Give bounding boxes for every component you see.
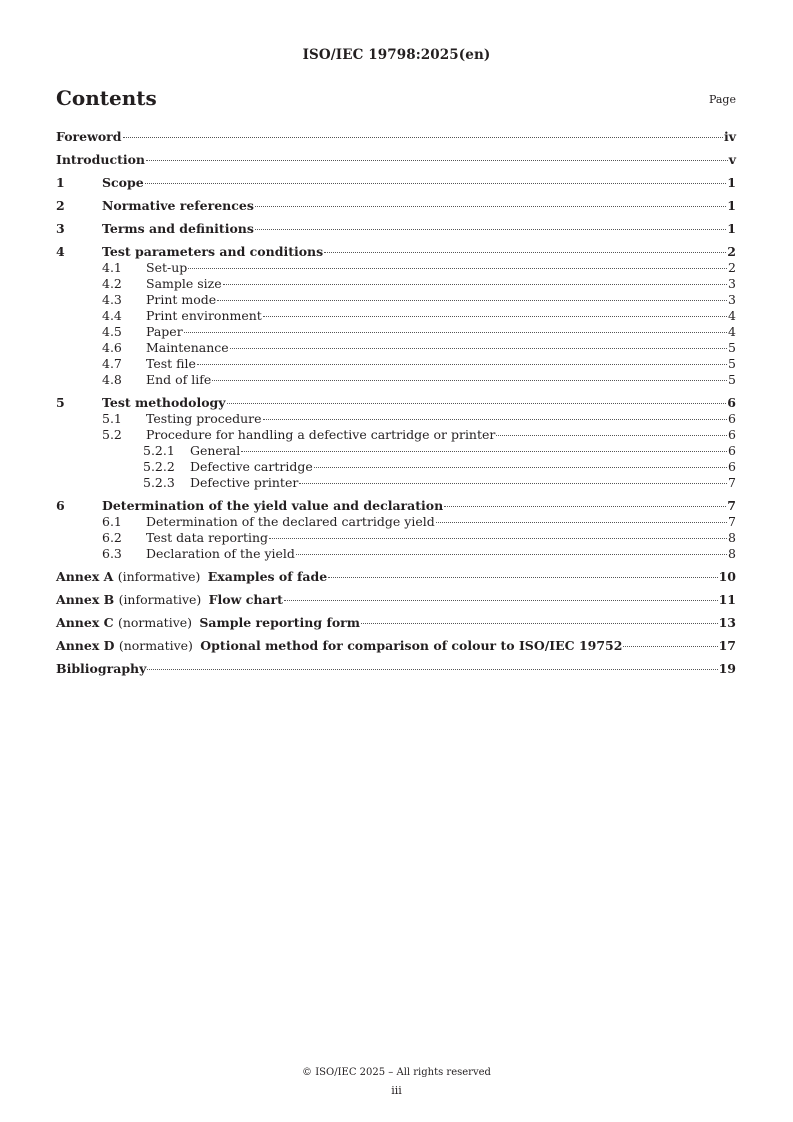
dot-leader [188,268,727,269]
toc-entry-page: 6 [728,443,736,458]
toc-entry-page: 8 [728,530,736,545]
dot-leader [197,364,727,365]
toc-entry-page: 17 [718,638,736,653]
annex-label: Annex D [56,638,115,653]
toc-entry-page: 3 [728,276,736,291]
toc-entry-title: Testing procedure [146,411,262,426]
toc-entry-title: Terms and definitions [102,221,254,236]
toc-entry[interactable] [56,221,736,237]
toc-entry-number: 4 [56,244,65,259]
toc-entry-page: 1 [727,221,736,236]
toc-entry-number: 5.2.2 [143,459,175,474]
toc-entry-page: 5 [728,372,736,387]
toc-entry[interactable] [56,475,736,491]
toc-entry[interactable] [56,198,736,214]
annex-type: (informative) [117,569,201,584]
toc-entry-title [56,569,327,585]
annex-title: Optional method for comparison of colour to ISO/IEC 19752 [200,638,623,653]
toc-entry-title: Test data reporting [146,530,269,545]
annex-label: Annex B [56,592,115,607]
toc-entry-title: General [190,443,241,458]
toc-entry-page: 5 [728,356,736,371]
toc-entry-title: Declaration of the yield [146,546,295,561]
toc-entry[interactable] [56,530,736,546]
toc-entry-page: 10 [718,569,736,584]
dot-leader [328,577,717,578]
toc-entry-page: 6 [728,411,736,426]
toc-entry-title: Bibliography [56,661,147,676]
toc-entry-page: 6 [727,395,736,410]
toc-entry[interactable] [56,411,736,427]
toc-entry-annex[interactable] [56,592,736,608]
dot-leader [299,483,727,484]
toc-entry-title: Foreword [56,129,122,144]
toc-entry-page: 2 [728,260,736,275]
toc-entry-number: 4.8 [102,372,122,387]
toc-entry[interactable] [56,427,736,443]
toc-entry-title: Maintenance [146,340,229,355]
toc-entry-title: Sample size [146,276,222,291]
toc-entry-number: 6.1 [102,514,122,529]
toc-entry-page: 6 [728,427,736,442]
toc-entry-number: 4.5 [102,324,122,339]
toc-entry-annex[interactable] [56,569,736,585]
toc-entry-page: 4 [728,308,736,323]
toc-entry-title: Introduction [56,152,146,167]
dot-leader [227,403,727,404]
toc-entry-page: 6 [728,459,736,474]
toc-entry-number: 6.3 [102,546,122,561]
toc-entry-page: 1 [727,198,736,213]
annex-title: Flow chart [208,592,283,607]
toc-entry[interactable] [56,514,736,530]
toc-entry-page: 4 [728,324,736,339]
dot-leader [361,623,718,624]
toc-entry-title: Test parameters and conditions [102,244,324,259]
toc-entry-title: Set-up [146,260,188,275]
dot-leader [436,522,727,523]
toc-entry-number: 4.6 [102,340,122,355]
annex-label: Annex C [56,615,114,630]
toc-entry-number: 4.7 [102,356,122,371]
dot-leader [123,137,723,138]
toc-entry[interactable] [56,308,736,324]
toc-entry[interactable] [56,661,736,677]
dot-leader [147,669,717,670]
toc-entry-title: Defective printer [190,475,299,490]
toc-entry-title: Procedure for handling a defective cartridge or printer [146,427,496,442]
annex-type: (normative) [118,638,193,653]
toc-entry-page: v [728,152,736,167]
toc-entry-page: iv [723,129,736,144]
dot-leader [145,183,727,184]
toc-entry-number: 5.2.3 [143,475,175,490]
dot-leader [263,419,727,420]
toc-entry-title: Scope [102,175,144,190]
toc-entry-title: End of life [146,372,212,387]
annex-type: (informative) [118,592,202,607]
toc-entry-title: Paper [146,324,183,339]
toc-entry-page: 19 [718,661,736,676]
toc-entry-title: Normative references [102,198,254,213]
toc-entry[interactable] [56,546,736,562]
toc-entry-number: 5.2.1 [143,443,175,458]
toc-entry[interactable] [56,372,736,388]
dot-leader [444,506,726,507]
annex-title: Examples of fade [207,569,328,584]
toc-entry[interactable] [56,260,736,276]
dot-leader [241,451,727,452]
contents-title: Contents [56,86,157,110]
toc-entry-title [56,638,622,654]
footer-copyright: © ISO/IEC 2025 – All rights reserved [302,1067,491,1078]
toc-entry-annex[interactable] [56,615,736,631]
dot-leader [296,554,727,555]
toc-entry-number: 5.1 [102,411,122,426]
table-of-contents [56,129,736,677]
toc-entry-page: 5 [728,340,736,355]
toc-entry-title [56,592,283,608]
toc-entry-title: Defective cartridge [190,459,313,474]
dot-leader [324,252,726,253]
annex-label: Annex A [56,569,114,584]
toc-entry-number: 4.4 [102,308,122,323]
toc-entry[interactable] [56,395,736,411]
dot-leader [184,332,727,333]
toc-entry-number: 4.3 [102,292,122,307]
toc-entry-page: 11 [718,592,736,607]
annex-title: Sample reporting form [199,615,360,630]
dot-leader [496,435,727,436]
toc-entry-number: 5 [56,395,65,410]
dot-leader [230,348,727,349]
toc-entry-page: 7 [728,475,736,490]
toc-entry[interactable] [56,129,736,145]
toc-entry[interactable] [56,292,736,308]
toc-entry-page: 7 [727,498,736,513]
toc-entry-number: 5.2 [102,427,122,442]
toc-entry[interactable] [56,340,736,356]
toc-entry-number: 2 [56,198,65,213]
toc-entry-annex[interactable] [56,638,736,654]
toc-entry-title [56,615,360,631]
toc-entry[interactable] [56,175,736,191]
toc-entry-number: 3 [56,221,65,236]
document-header: ISO/IEC 19798:2025(en) [302,47,491,63]
dot-leader [255,229,726,230]
dot-leader [623,646,717,647]
toc-entry-number: 1 [56,175,65,190]
dot-leader [212,380,727,381]
toc-entry-page: 2 [727,244,736,259]
dot-leader [284,600,718,601]
toc-entry-title: Print mode [146,292,217,307]
toc-entry-number: 6.2 [102,530,122,545]
dot-leader [223,284,727,285]
toc-entry[interactable] [56,276,736,292]
dot-leader [146,160,728,161]
toc-entry[interactable] [56,498,736,514]
toc-entry[interactable] [56,459,736,475]
dot-leader [314,467,727,468]
toc-entry-title: Test methodology [102,395,226,410]
toc-entry-page: 8 [728,546,736,561]
dot-leader [263,316,727,317]
page-column-label: Page [708,93,736,106]
toc-entry-page: 1 [727,175,736,190]
toc-entry[interactable] [56,324,736,340]
toc-entry[interactable] [56,356,736,372]
toc-entry[interactable] [56,244,736,260]
annex-type: (normative) [117,615,193,630]
toc-entry-number: 4.1 [102,260,122,275]
dot-leader [269,538,727,539]
toc-entry[interactable] [56,443,736,459]
footer-page-number: iii [391,1084,402,1097]
dot-leader [217,300,727,301]
dot-leader [255,206,726,207]
toc-entry-page: 7 [728,514,736,529]
toc-entry-number: 6 [56,498,65,513]
toc-entry-number: 4.2 [102,276,122,291]
toc-entry-title: Determination of the declared cartridge yield [146,514,435,529]
toc-entry-title: Determination of the yield value and declaration [102,498,444,513]
toc-entry-page: 13 [718,615,736,630]
toc-entry-page: 3 [728,292,736,307]
toc-entry-title: Test file [146,356,196,371]
toc-entry[interactable] [56,152,736,168]
toc-entry-title: Print environment [146,308,262,323]
